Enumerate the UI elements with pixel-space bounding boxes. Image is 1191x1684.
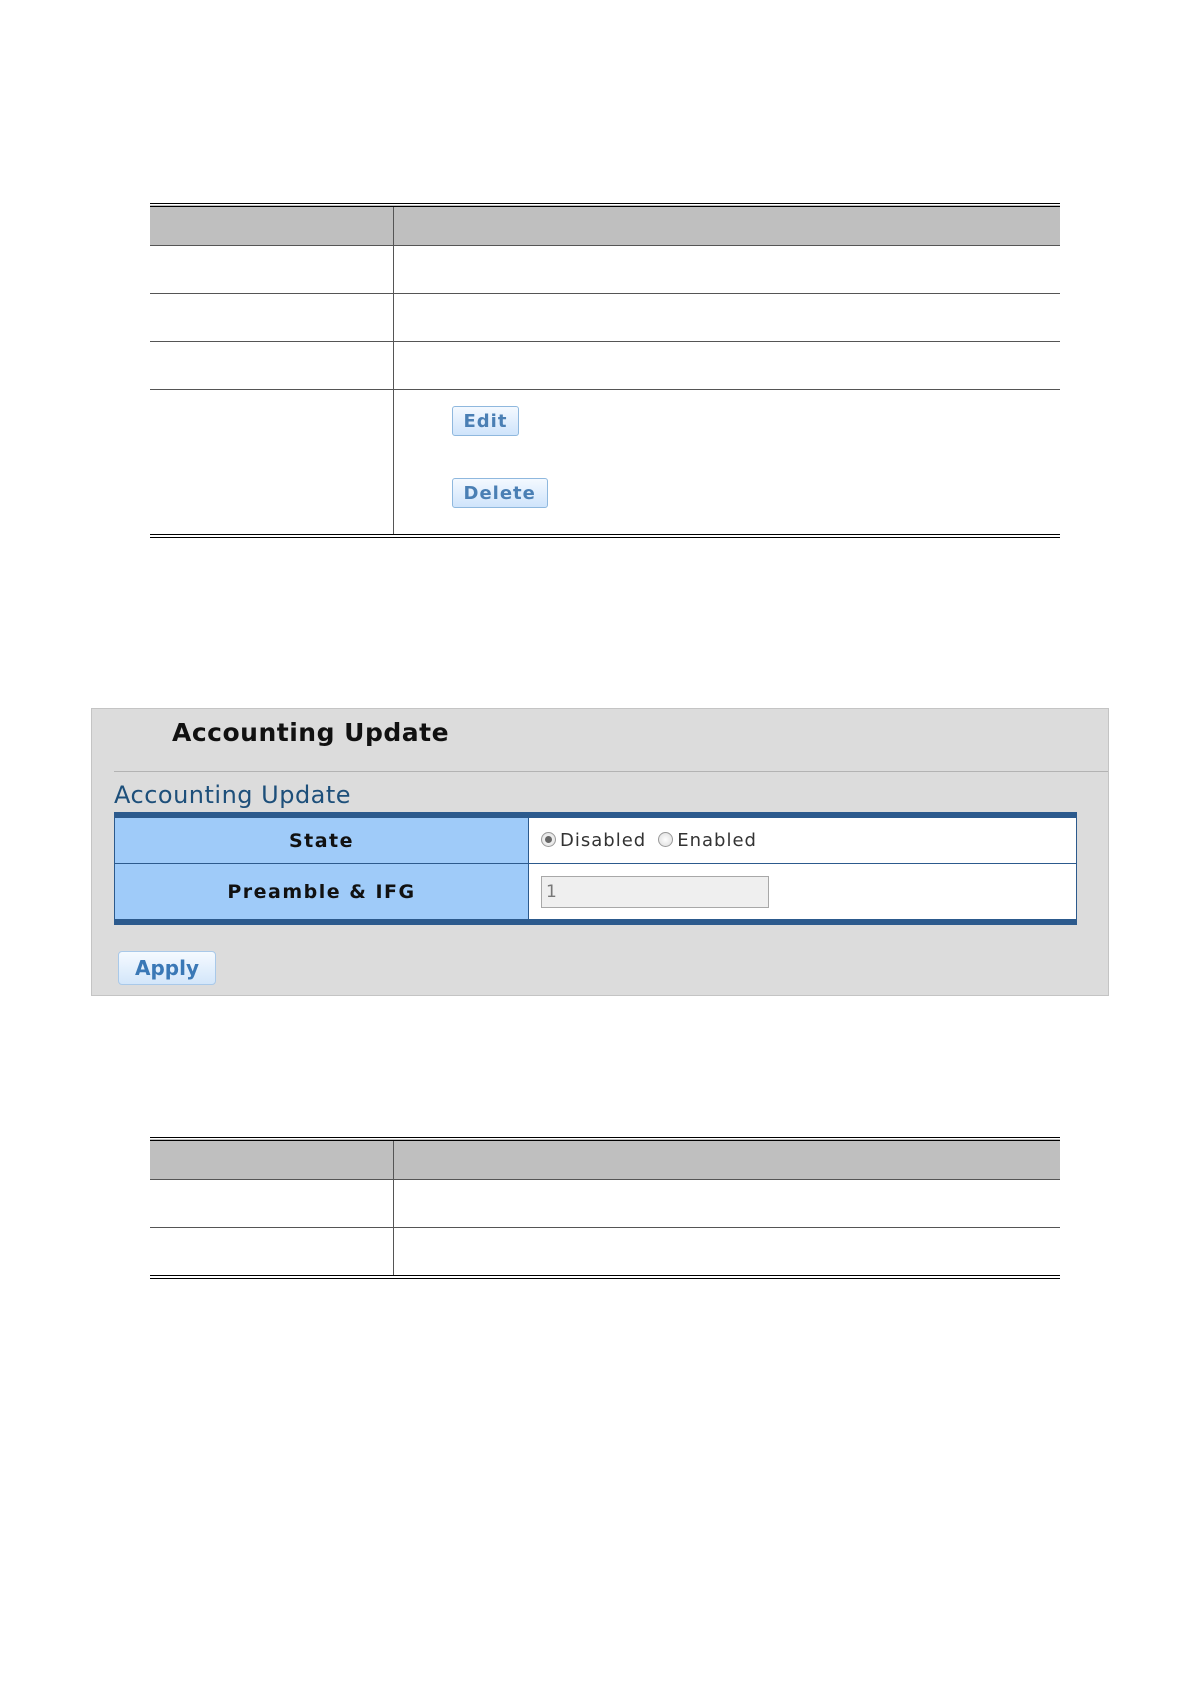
table-row — [150, 246, 1060, 294]
table-row-actions — [150, 390, 1060, 537]
state-label: State — [115, 815, 529, 864]
state-row — [115, 815, 1077, 864]
accounting-config-table — [114, 812, 1077, 925]
header-cell-description — [393, 1139, 1060, 1180]
page-title: Accounting Update — [172, 718, 450, 747]
table-cell — [393, 1228, 1060, 1278]
table-cell — [393, 294, 1060, 342]
title-divider — [114, 771, 1108, 772]
preamble-label: Preamble & IFG — [115, 864, 529, 923]
table-header-row — [150, 205, 1060, 246]
header-cell-description — [393, 205, 1060, 246]
table-header-row — [150, 1139, 1060, 1180]
state-value-cell — [529, 815, 1077, 864]
edit-button[interactable]: Edit — [452, 406, 520, 436]
accounting-update-panel — [91, 708, 1109, 996]
section-title: Accounting Update — [114, 781, 352, 809]
table-cell — [150, 342, 393, 390]
table-cell — [150, 1228, 393, 1278]
state-disabled-radio[interactable] — [541, 832, 556, 847]
table-row — [150, 342, 1060, 390]
header-cell-object — [150, 205, 393, 246]
state-enabled-radio[interactable] — [658, 832, 673, 847]
table-cell — [150, 390, 393, 537]
table-cell — [150, 294, 393, 342]
table-row — [150, 294, 1060, 342]
table-row — [150, 1180, 1060, 1228]
delete-button[interactable]: Delete — [452, 478, 548, 508]
preamble-value-cell — [529, 864, 1077, 923]
table-cell — [393, 342, 1060, 390]
actions-cell — [393, 390, 1060, 537]
preamble-row — [115, 864, 1077, 923]
bottom-description-table — [150, 1137, 1060, 1279]
table-cell — [150, 1180, 393, 1228]
table-cell — [150, 246, 393, 294]
state-disabled-label: Disabled — [560, 830, 647, 851]
preamble-ifg-input[interactable] — [541, 876, 769, 908]
state-enabled-label: Enabled — [677, 830, 757, 851]
apply-button[interactable]: Apply — [118, 951, 216, 985]
table-cell — [393, 246, 1060, 294]
table-cell — [393, 1180, 1060, 1228]
top-description-table — [150, 203, 1060, 538]
table-row — [150, 1228, 1060, 1278]
header-cell-object — [150, 1139, 393, 1180]
